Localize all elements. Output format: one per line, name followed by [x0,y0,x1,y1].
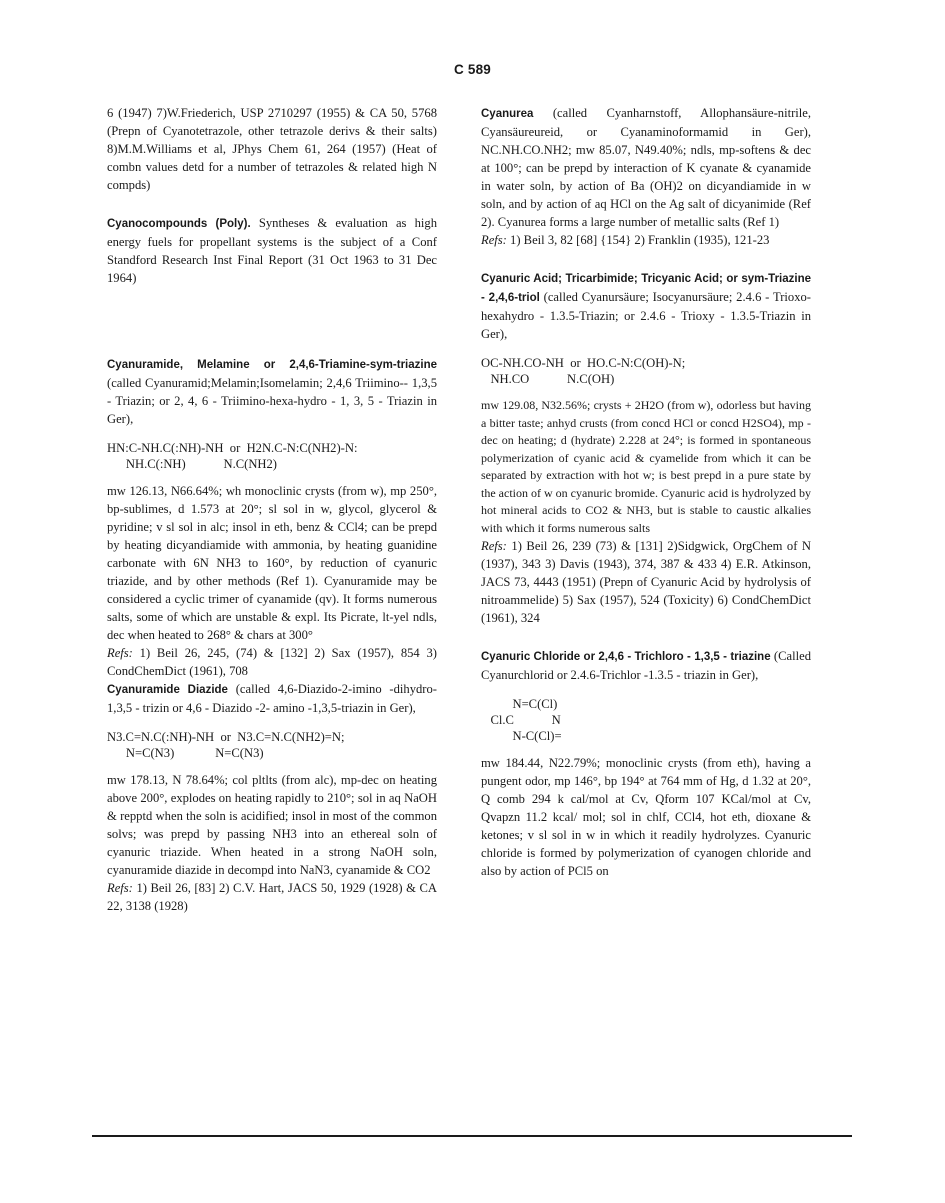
entry-heading: Cyanuric Chloride or 2,4,6 - Trichloro - 1,3,5 - triazine [481,651,771,663]
refs-text: 1) Beil 26, 239 (73) & [131] 2)Sidgwick, OrgChem of N (1937), 343 3) Davis (1943), 374, 387 & 433 4) E.R. Atkinson, JACS 73, 4443 (1951) (Prepn of Cyanuric Acid by hydrolysis of nitroammelide) 5) Sax (1957), 524 (Toxicity) 6) CondChemDict (1961), 324 [481,539,811,625]
entry-heading: Cyanuramide, Melamine or 2,4,6-Triamine-sym-triazine [107,359,437,371]
entry-cyanuric-chloride-header [481,647,811,684]
entry-cyanurea [481,104,811,231]
entry-heading: Cyanuramide Diazide [107,684,228,696]
entry-refs [107,879,437,915]
entry-names: (called Cyanuramid;Melamin;Isomelamin; 2,4,6 Triimino-- 1,3,5 - Triazin; or 2, 4, 6 - Triimino-hexa-hydro - 1, 3, 5 - Triazin in Ger), [107,376,437,426]
left-column [107,104,437,915]
refs-label: Refs: [107,881,133,895]
entry-text: mw 178.13, N 78.64%; col pltlts (from alc), mp-dec on heating above 200°, explodes on heating rapidly to 210°; sol in aq NaOH & repptd when the soln is acidified; insol in most of the common solvs; was prepd by passing NH3 into an ethereal soln of cyanuric triazide. When heated in a strong NaOH soln, cyanuramide diazide in decompd into NaN3, cyanamide & CO2 [107,773,437,877]
entry-diazide-header [107,680,437,717]
refs-text: 1) Beil 26, [83] 2) C.V. Hart, JACS 50, 1929 (1928) & CA 22, 3138 (1928) [107,881,437,913]
entry-text: mw 126.13, N66.64%; wh monoclinic crysts (from w), mp 250°, bp-sublimes, d 1.573 at 20°; sl sol in w, glycol, glycerol & pyridine; v sl sol in alc; insol in eth, benz & CCl4; can be prepd by heating dicyandiamide with ammonia, by heating guanidine carbonate with 6N NH3 to 160°, by reduction of cyanuric triazide, and by other methods (Ref 1). Cyanuramide may be considered a cyclic trimer of cyanamide (qv). It forms numerous salts, some of which are unstable & expl. Its Picrate, lt-yel ndls, dec when heated to 268° & chars at 300° [107,484,437,642]
right-column [481,104,811,880]
entry-cyanuramide-header [107,355,437,428]
entry-text: Syntheses & evaluation as high energy fuels for propellant systems is the subject of a Conf Standford Research Inst Final Report (31 Oct 1963 to 31 Dec 1964) [107,216,437,285]
entry-names: (Called Cyanurchlorid or 2.4.6-Trichlor -1.3.5 - triazin in Ger), [481,649,811,682]
bottom-rule [92,1135,852,1137]
refs-text: 1) Beil 26, 245, (74) & [132] 2) Sax (1957), 854 3) CondChemDict (1961), 708 [107,646,437,678]
refs-label: Refs: [481,539,507,553]
refs-text: 1) Beil 3, 82 [68] {154} 2) Franklin (1935), 121-23 [510,233,770,247]
entry-text: (called Cyanharnstoff, Allophansäure-nitrile, Cyansäureureid, or Cyanaminoformamid in Ger), NC.NH.CO.NH2; mw 85.07, N49.40%; ndls, mp-softens & dec at 100°; can be prepd by interaction of K cyanate & cyanamide in water soln, by action of Ba (OH)2 on dicyandiamide in w soln, and by action of aq HCl on the Ag salt of dicyanimide (Ref 2). Cyanurea forms a large number of metallic salts (Ref 1) [481,106,812,229]
entry-names: (called 4,6-Diazido-2-imino -dihydro-1,3,5 - trizin or 4,6 - Diazido -2- amino -1,3,5-triazin in Ger), [107,682,437,715]
page-number: C 589 [453,62,492,77]
entry-names: (called Cyanursäure; Isocyanursäure; 2.4.6 - Trioxo-hexahydro - 1.3.5-Triazin; or 2.4.6 - Trioxy - 1.3.5-Triazin in Ger), [481,290,811,341]
structural-formula: N3.C=N.C(:NH)-NH or N3.C=N.C(NH2)=N; N=C(N3) N=C(N3) [107,730,345,760]
entry-refs [107,644,437,680]
entry-heading: Cyanurea [481,108,534,120]
structural-formula: OC-NH.CO-NH or HO.C-N:C(OH)-N; NH.CO N.C(OH) [481,356,686,386]
entry-refs [481,231,811,249]
entry-refs [481,537,811,627]
entry-heading: Cyanuric Acid; Tricarbimide; Tricyanic Acid; or sym-Triazine - 2,4,6-triol [481,273,811,304]
entry-text: mw 184.44, N22.79%; monoclinic crysts (from eth), having a pungent odor, mp 146°, bp 194° at 764 mm of Hg, d 1.32 at 20°, Q comb 294 k cal/mol at Cv, Qform 107 KCal/mol at Cv, Qvapzn 11.2 kcal/ mol; sol in chlf, CCl4, hot eth, dioxane & ketones; v sl sol in w in which it readily hydrolyzes. Cyanuric chloride is formed by polymerization of cyanogen chloride and also by action of PCl5 on [481,756,811,878]
structural-formula: N=C(Cl) Cl.C N N-C(Cl)= [490,697,562,743]
refs-label: Refs: [107,646,133,660]
entry-poly-cyanocompounds [107,214,437,287]
entry-cyanuric-acid-header [481,269,811,343]
refs-label: Refs: [481,233,507,247]
entry-heading: Cyanocompounds (Poly). [107,218,251,230]
entry-text: mw 129.08, N32.56%; crysts + 2H2O (from w), odorless but having a bitter taste; anhyd crusts (from concd HCl or concd H2SO4), mp - dec on heating; d (hydrate) 2.228 at 24°; is formed in spontaneous polymerization of cyanic acid & cyamelide from which it can be separated by extraction with hot w; is best prepd in a pure state by the action of w on cyanuric bromide. Cyanuric acid is hydrolyzed by hot mineral acids to CO2 & NH3, but is stable to caustic alkalies with which it forms numerous salts [481,398,811,535]
intro-references: 6 (1947) 7)W.Friederich, USP 2710297 (1955) & CA 50, 5768 (Prepn of Cyanotetrazole, other tetrazole derivs & their salts) 8)M.M.Williams et al, JPhys Chem 61, 264 (1957) (Heat of combn values detd for a number of tetrazoles & related high N compds) [107,106,437,192]
structural-formula: HN:C-NH.C(:NH)-NH or H2N.C-N:C(NH2)-N: NH.C(:NH) N.C(NH2) [107,441,358,471]
